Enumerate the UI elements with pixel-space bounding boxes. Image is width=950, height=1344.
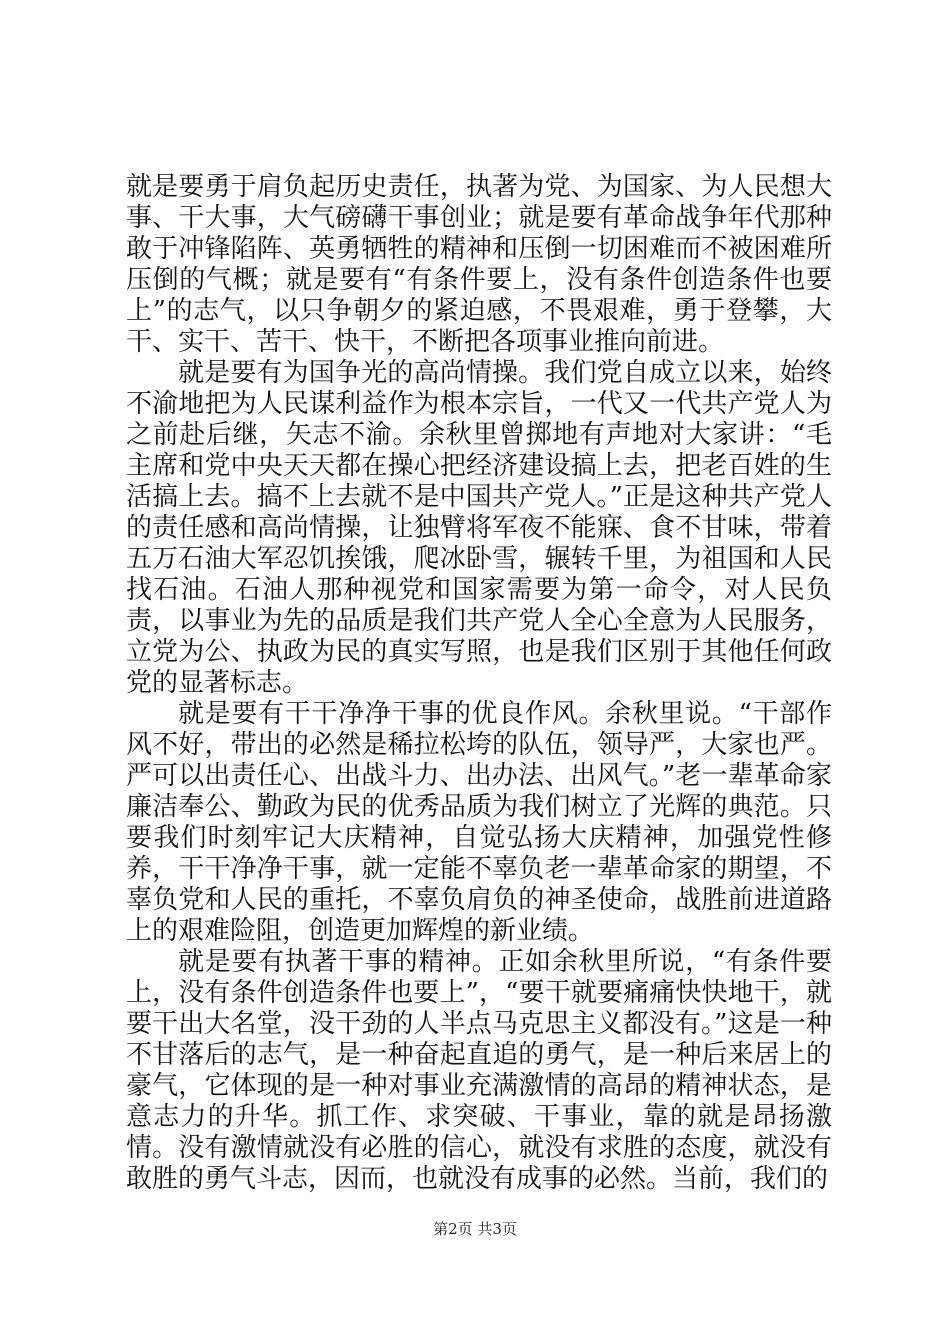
paragraph-clean-work-style: 就是要有干干净净干事的优良作风。余秋里说。“干部作风不好，带出的必然是稀拉松垮的队伍，领导严，大家也严。严可以出责任心、出战斗力、出办法、出风气。”老一辈革命家廉洁奉公、勤政为民的优秀品质为我们树立了光辉的典范。只要我们时刻牢记大庆精神，自觉弘扬大庆精神，加强党性修养，干干净净干事，就一定能不辜负老一辈革命家的期望，不辜负党和人民的重托，不辜负肩负的神圣使命，战胜前进道路上的艰难险阻，创造更加辉煌的新业绩。 — [126, 699, 832, 946]
paragraph-persistent-spirit: 就是要有执著干事的精神。正如余秋里所说，“有条件要上，没有条件创造条件也要上”，“要干就要痛痛快快地干，就要干出大名堂，没干劲的人半点马克思主义都没有。”这是一种不甘落后的志气，是一种奋起直追的勇气，是一种后来居上的豪气，它体现的是一种对事业充满激情的高昂的精神状态，是意志力的升华。抓工作、求突破、干事业，靠的就是昂扬激情。没有激情就没有必胜的信心，就没有求胜的态度，就没有敢胜的勇气斗志，因而，也就没有成事的必然。当前，我们的 — [126, 947, 832, 1194]
paragraph-continuation: 就是要勇于肩负起历史责任，执著为党、为国家、为人民想大事、干大事，大气磅礴干事创业；就是要有革命战争年代那种敢于冲锋陷阵、英勇牺牲的精神和压倒一切困难而不被困难所压倒的气概；就是要有“有条件要上，没有条件创造条件也要上”的志气，以只争朝夕的紧迫感，不畏艰难，勇于登攀，大干、实干、苦干、快干，不断把各项事业推向前进。 — [126, 172, 832, 357]
page-number-footer: 第2页 共3页 — [433, 1220, 517, 1238]
paragraph-noble-sentiment: 就是要有为国争光的高尚情操。我们党自成立以来，始终不渝地把为人民谋利益作为根本宗旨，一代又一代共产党人为之前赴后继，矢志不渝。余秋里曾掷地有声地对大家讲：“毛主席和党中央天天都在操心把经济建设搞上去，把老百姓的生活搞上去。搞不上去就不是中国共产党人。”正是这种共产党人的责任感和高尚情操，让独臂将军夜不能寐、食不甘味，带着五万石油大军忍饥挨饿，爬冰卧雪，辗转千里，为祖国和人民找石油。石油人那种视党和国家需要为第一命令，对人民负责，以事业为先的品质是我们共产党人全心全意为人民服务，立党为公、执政为民的真实写照，也是我们区别于其他任何政党的显著标志。 — [126, 358, 832, 698]
document-body — [126, 172, 832, 1195]
